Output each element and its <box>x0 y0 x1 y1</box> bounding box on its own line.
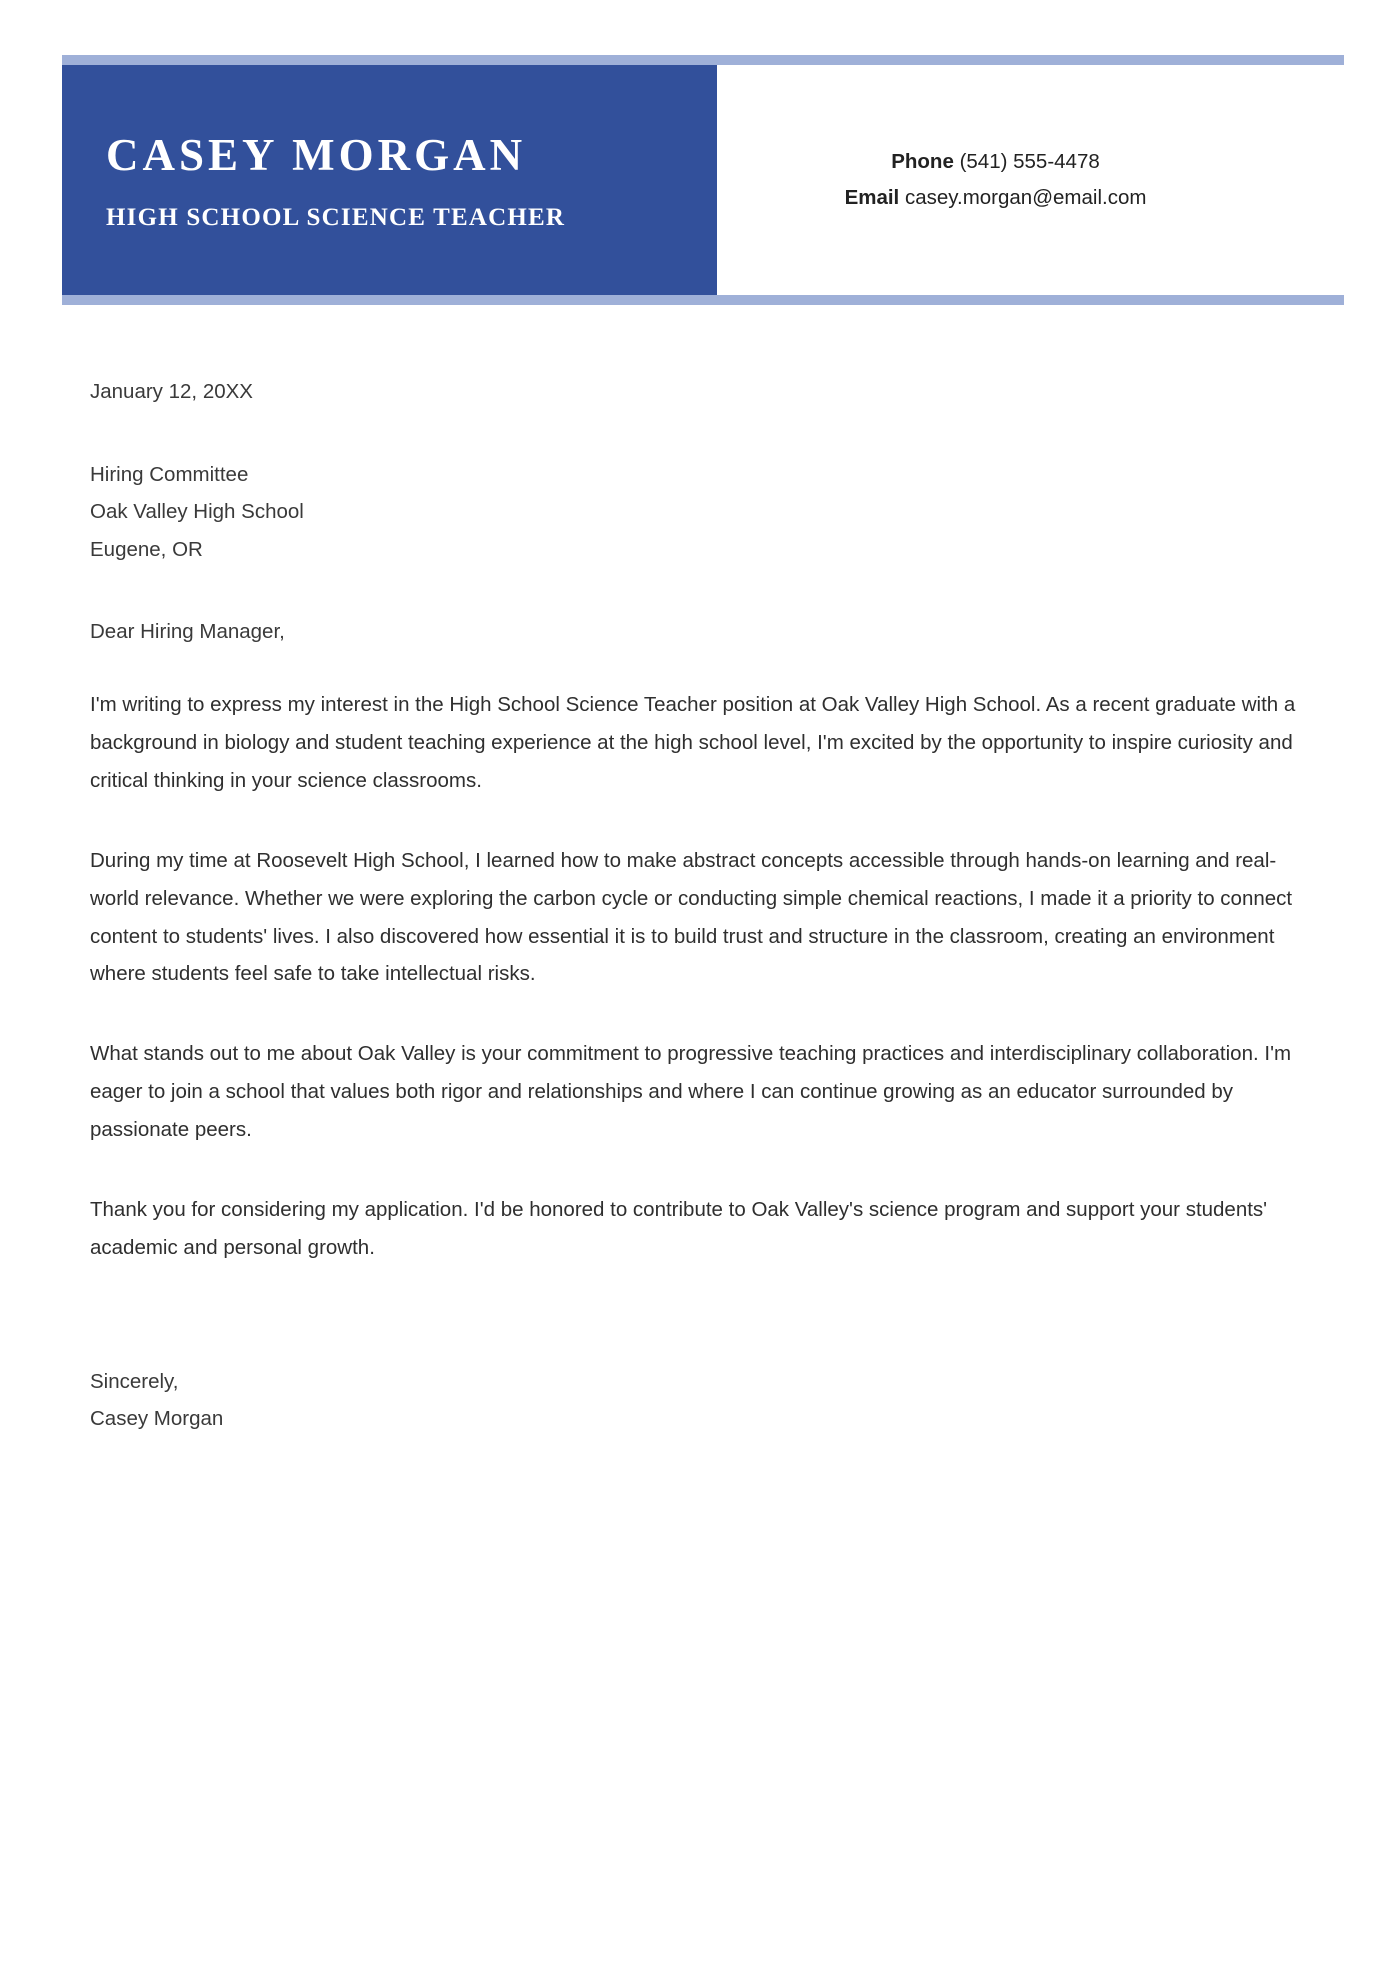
phone-label: Phone <box>891 150 954 174</box>
recipient-line: Hiring Committee <box>90 463 249 486</box>
signature-name: Casey Morgan <box>90 1407 224 1431</box>
letter-paragraph: What stands out to me about Oak Valley is your commitment to progressive teaching practices and interdisciplinary collaboration. I'm eager to join a school that values both rigor and relationships and where I can continue growing as an educator surrounded by passionate peers. <box>90 1042 1292 1142</box>
email-label: Email <box>844 186 900 209</box>
salutation: Dear Hiring Manager, <box>90 619 285 643</box>
closing-line: Sincerely, <box>90 1369 179 1393</box>
phone-value: (541) 555-4478 <box>959 150 1100 174</box>
header-rule-bottom <box>62 295 1344 305</box>
contact-email <box>845 180 1147 216</box>
header-rule-top <box>62 55 1344 65</box>
header-body <box>62 65 1344 295</box>
letter-paragraph: During my time at Roosevelt High School, I learned how to make abstract concepts accessible through hands-on learning and real-world relevance. Whether we were exploring the carbon cycle or conducting simple chemical reactions, I made it a priority to connect content to students' lives. I also discovered how essential it is to build trust and structure in the classroom, creating an environment where students feel safe to take intellectual risks. <box>90 848 1293 986</box>
letterhead <box>62 55 1344 305</box>
page-title: CASEY MORGAN <box>106 130 527 180</box>
closing-block <box>90 1363 1306 1438</box>
letter-body <box>90 380 1306 1438</box>
letter-paragraph: Thank you for considering my application. I'd be honored to contribute to Oak Valley's science program and support your students' academic and personal growth. <box>90 1198 1268 1260</box>
contact-phone <box>891 144 1100 180</box>
contact-block <box>717 65 1344 295</box>
name-block <box>62 65 717 295</box>
job-title: HIGH SCHOOL SCIENCE TEACHER <box>106 204 566 231</box>
email-value: casey.morgan@email.com <box>904 186 1147 209</box>
letter-date: January 12, 20XX <box>90 380 253 403</box>
recipient-line: Eugene, OR <box>90 537 203 561</box>
recipient-block <box>90 456 1306 568</box>
recipient-line: Oak Valley High School <box>90 500 304 524</box>
letter-paragraph: I'm writing to express my interest in the High School Science Teacher position at Oak Valley High School. As a recent graduate with a background in biology and student teaching experience at the high school level, I'm excited by the opportunity to inspire curiosity and critical thinking in your science classrooms. <box>90 692 1296 792</box>
